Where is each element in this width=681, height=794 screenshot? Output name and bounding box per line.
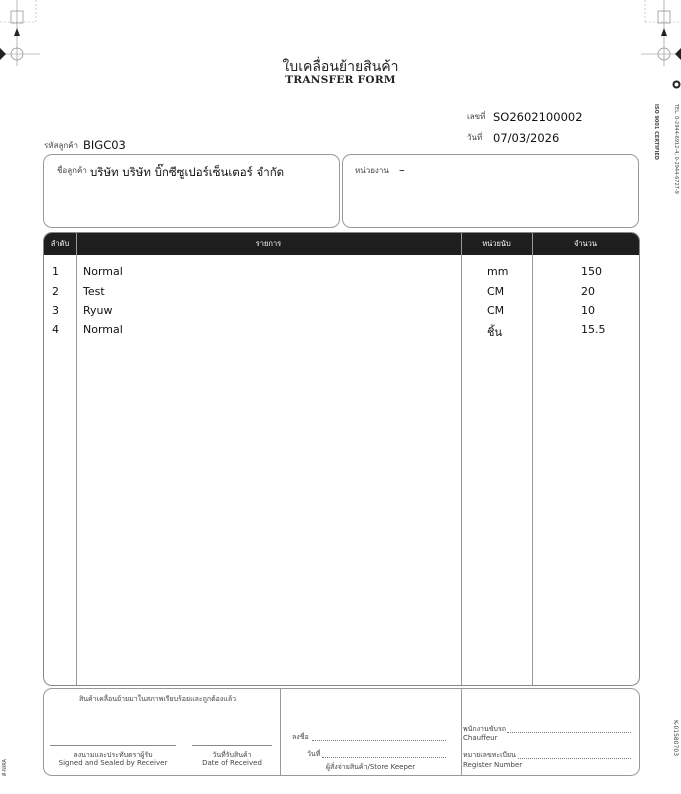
- chauffeur-label-en: Chauffeur: [463, 734, 498, 742]
- items-table: [43, 232, 640, 686]
- keeper-sign-label: ลงชื่อ: [292, 733, 309, 741]
- row-qty: 10: [581, 304, 595, 317]
- receiver-sign-label-th: ลงนามและประทับตราผู้รับ: [73, 751, 153, 759]
- header-qty: จำนวน: [573, 239, 598, 248]
- received-date-line: [192, 745, 272, 746]
- row-item: Normal: [83, 323, 123, 336]
- received-date-label-en: Date of Received: [202, 759, 262, 767]
- row-qty: 150: [581, 265, 602, 278]
- form-title-thai: ใบเคลื่อนย้ายสินค้า: [282, 59, 399, 75]
- row-unit: ชิ้น: [487, 326, 502, 339]
- customer-name-box: [43, 154, 340, 228]
- printer-mark-text: ตี-NIRA: [2, 759, 8, 776]
- signature-footer: [43, 688, 640, 776]
- telephone-text: TEL. 0-2944-6912-4, 0-2944-6727-9: [673, 104, 679, 194]
- header-no: ลำดับ: [50, 239, 70, 248]
- keeper-date-label: วันที่: [307, 750, 321, 758]
- customer-code-value: BIGC03: [83, 138, 126, 152]
- customer-code-label: รหัสลูกค้า: [44, 141, 79, 150]
- row-unit: mm: [487, 265, 509, 278]
- row-item: Normal: [83, 265, 123, 278]
- company-logo: [672, 80, 681, 89]
- row-no: 3: [52, 304, 59, 317]
- customer-name-value: บริษัท บริษัท บิ๊กซีซูเปอร์เซ็นเตอร์ จำกัด: [90, 165, 285, 179]
- condition-note: สินค้าเคลื่อนย้ายมาในสภาพเรียบร้อยและถูกต้องแล้ว: [79, 695, 237, 703]
- header-item: รายการ: [255, 239, 282, 248]
- row-no: 4: [52, 323, 59, 336]
- keeper-sign-line: [312, 740, 446, 741]
- row-no: 1: [52, 265, 59, 278]
- receiver-sign-label-en: Signed and Sealed by Receiver: [58, 759, 168, 767]
- col-divider: [532, 233, 533, 685]
- col-divider: [461, 233, 462, 685]
- row-qty: 15.5: [581, 323, 606, 336]
- store-keeper-label: ผู้สั่งจ่ายสินค้า/Store Keeper: [325, 763, 416, 771]
- receiver-signature-line: [50, 745, 176, 746]
- department-value: –: [399, 163, 405, 177]
- row-no: 2: [52, 285, 59, 298]
- doc-number-value: SO2602100002: [493, 110, 583, 124]
- received-date-label-th: วันที่รับสินค้า: [212, 751, 252, 759]
- row-item: Ryuw: [83, 304, 113, 317]
- row-item: Test: [83, 285, 105, 298]
- row-qty: 20: [581, 285, 595, 298]
- date-label: วันที่: [467, 133, 483, 142]
- register-label-en: Register Number: [463, 761, 523, 769]
- row-unit: CM: [487, 285, 505, 298]
- keeper-date-line: [322, 757, 446, 758]
- department-label: หน่วยงาน: [355, 166, 389, 175]
- table-header: [44, 233, 639, 255]
- row-unit: CM: [487, 304, 505, 317]
- date-value: 07/03/2026: [493, 131, 560, 145]
- col-divider: [76, 233, 77, 685]
- header-unit: หน่วยนับ: [482, 239, 511, 248]
- chauffeur-line: [507, 732, 631, 733]
- iso-certified-text: ISO 9001 CERTIFIED: [653, 104, 659, 160]
- footer-divider: [461, 689, 462, 775]
- form-code-text: K-01580703: [672, 720, 679, 757]
- form-title-english: TRANSFER FORM: [285, 74, 396, 86]
- register-line: [518, 758, 631, 759]
- chauffeur-label-th: พนักงานขับรถ: [463, 725, 506, 733]
- customer-name-label: ชื่อลูกค้า: [57, 166, 87, 175]
- department-box: [342, 154, 639, 228]
- register-label-th: หมายเลขทะเบียน: [463, 751, 516, 759]
- doc-number-label: เลขที่: [467, 112, 486, 121]
